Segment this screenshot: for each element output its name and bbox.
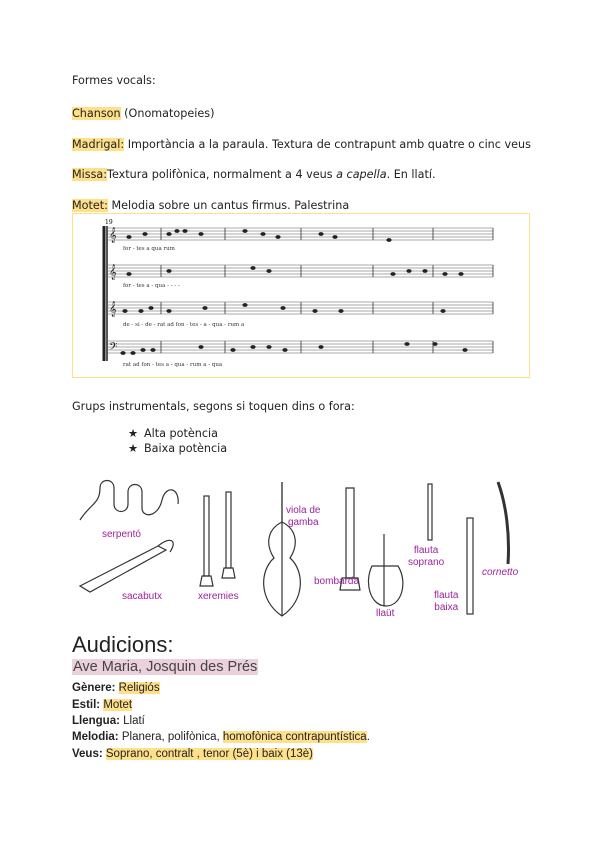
svg-text:𝄞: 𝄞 <box>109 302 117 317</box>
sacabutx-icon <box>80 546 166 592</box>
label-xeremies: xeremies <box>198 591 239 602</box>
info-llengua <box>72 715 145 727</box>
label-cornetto: cornetto <box>482 567 519 578</box>
lyrics-tenor: de - si - de - rat ad fon - tes - a - qua - rum a <box>123 322 245 328</box>
lyrics-soprano: for - tes a qua rum <box>123 246 175 252</box>
bullet-baixa <box>128 442 227 455</box>
bombarda-icon <box>346 488 354 578</box>
xeremia-icon-1 <box>204 496 209 576</box>
bullet-alta-text: Alta potència <box>144 427 218 440</box>
star-icon: ★ <box>128 427 139 440</box>
bullet-alta <box>128 427 218 440</box>
svg-text:𝄞: 𝄞 <box>109 228 117 243</box>
genere-value: Religiós <box>118 682 160 694</box>
estil-value: Motet <box>103 699 133 711</box>
veus-value: Soprano, contralt , tenor (5è) i baix (13è) <box>105 748 313 760</box>
label-viola-line2: gamba <box>287 517 319 528</box>
lyrics-bass: rat ad fon - tes a - qua - rum a - qua <box>123 362 223 368</box>
chanson-label: Chanson <box>72 107 121 120</box>
madrigal-text: Importància a la paraula. Textura de contrapunt amb quatre o cinc veus <box>124 138 531 151</box>
melodia-label: Melodia: <box>72 731 119 743</box>
form-madrigal <box>72 138 531 151</box>
flauta-baixa-icon <box>467 518 473 614</box>
missa-label: Missa: <box>72 168 108 181</box>
info-genere <box>72 682 160 694</box>
bullet-baixa-text: Baixa potència <box>144 442 228 455</box>
genere-label: Gènere: <box>72 682 116 694</box>
llengua-label: Llengua: <box>72 715 120 727</box>
form-missa <box>72 168 436 181</box>
motet-label: Motet: <box>72 199 108 212</box>
estil-label: Estil: <box>72 699 101 711</box>
label-flauta-soprano-line2: soprano <box>408 557 445 568</box>
label-flauta-baixa-line1: flauta <box>434 590 459 601</box>
svg-text:𝄞: 𝄞 <box>109 265 117 280</box>
label-viola-de-gamba <box>286 505 320 529</box>
missa-text-after: . En llatí. <box>386 168 436 181</box>
form-motet <box>72 199 349 212</box>
serpento-icon <box>80 481 178 521</box>
madrigal-label: Madrigal: <box>72 138 125 151</box>
label-serpento: serpentó <box>102 529 141 540</box>
audicions-title: Audicions: <box>72 632 174 657</box>
label-flauta-soprano <box>408 545 444 569</box>
label-flauta-baixa <box>434 590 458 614</box>
svg-text:𝄢: 𝄢 <box>109 341 118 356</box>
audicions-piece: Ave Maria, Josquin des Prés <box>73 659 258 675</box>
flauta-soprano-icon <box>428 484 432 540</box>
chanson-text: (Onomatopeies) <box>120 107 215 120</box>
llengua-value: Llatí <box>123 715 145 727</box>
melodia-value: Planera, polifònica, <box>121 731 223 743</box>
melodia-end: . <box>366 731 370 743</box>
label-viola-line1: viola de <box>286 505 321 516</box>
xeremia-icon-2 <box>226 492 231 568</box>
motet-text: Melodia sobre un cantus firmus. Palestrina <box>107 199 350 212</box>
heading-formes-vocals: Formes vocals: <box>72 74 156 87</box>
veus-label: Veus: <box>72 748 103 760</box>
missa-italic: a capella <box>336 168 387 181</box>
score-notation <box>73 214 528 376</box>
melodia-highlight: homofònica contrapuntística <box>222 731 367 743</box>
form-chanson <box>72 107 214 120</box>
label-bombarda: bombarda <box>314 576 360 587</box>
missa-text: Textura polifònica, normalment a 4 veus <box>107 168 337 181</box>
groups-heading: Grups instrumentals, segons si toquen dins o fora: <box>72 400 355 413</box>
info-estil <box>72 699 132 711</box>
measure-number: 19 <box>105 219 113 226</box>
label-flauta-soprano-line1: flauta <box>413 545 439 556</box>
label-llaut: llaüt <box>376 608 395 619</box>
info-veus <box>72 748 313 760</box>
label-sacabutx: sacabutx <box>122 591 163 602</box>
cornetto-icon <box>498 482 509 564</box>
star-icon: ★ <box>128 442 139 455</box>
llaut-icon <box>368 566 402 606</box>
info-melodia <box>72 731 370 743</box>
lyrics-alto: for - tes a - qua - - - - <box>123 283 180 289</box>
music-score-image <box>72 213 530 378</box>
label-flauta-baixa-line2: baixa <box>434 602 459 613</box>
